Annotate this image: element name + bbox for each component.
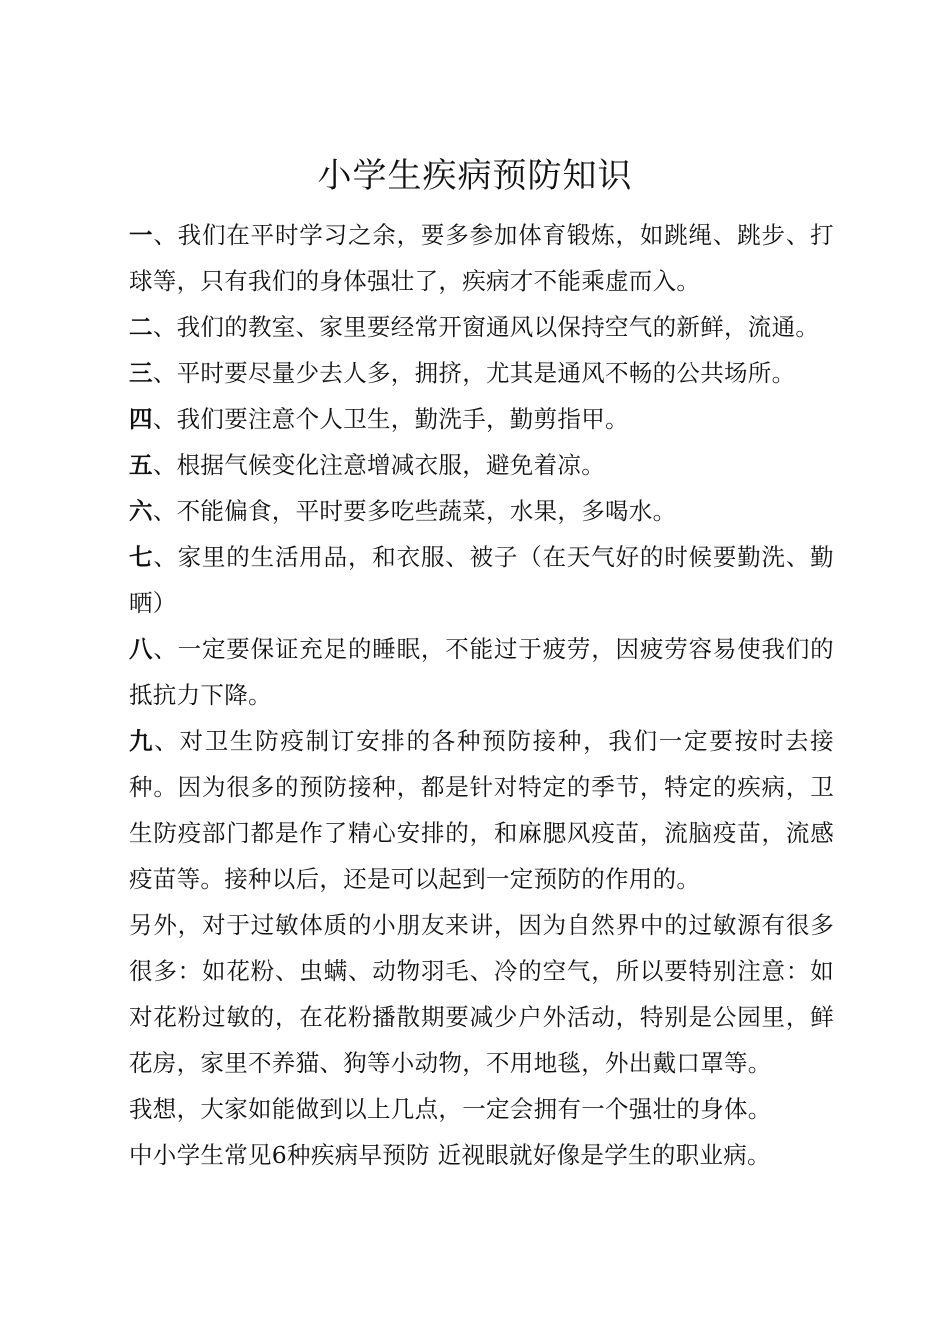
item-text: 、我们的教室、家里要经常开窗通风以保持空气的新鲜，流通。 [152, 313, 820, 341]
extra-paragraph-allergy: 另外，对于过敏体质的小朋友来讲，因为自然界中的过敏源有很多很多：如花粉、虫螨、动物羽毛、冷的空气，所以要特别注意：如对花粉过敏的，在花粉播散期要减少户外活动，特别是公园里，鲜花房，家里不养猫、狗等小动物，不用地毯，外出戴口罩等。 [129, 911, 834, 1077]
item-number: 六 [129, 497, 153, 525]
list-item-1 [129, 212, 834, 304]
item-number: 一 [129, 221, 154, 249]
list-item-8 [129, 626, 834, 718]
item-number: 四 [129, 405, 153, 433]
list-item-6 [129, 488, 834, 534]
item-text: 、家里的生活用品，和衣服、被子（在天气好的时候要勤洗、勤晒） [129, 543, 834, 617]
item-number: 九 [129, 727, 155, 755]
item-number: 三 [129, 359, 153, 387]
item-number: 八 [129, 635, 154, 663]
item-text: 、对卫生防疫制订安排的各种预防接种，我们一定要按时去接种。因为很多的预防接种，都是针对特定的季节，特定的疾病，卫生防疫部门都是作了精心安排的，和麻腮风疫苗，流脑疫苗，流感疫苗等。接种以后，还是可以起到一定预防的作用的。 [129, 727, 834, 893]
list-item-2 [129, 304, 834, 350]
item-number: 二 [129, 313, 153, 341]
item-text: 、我们要注意个人卫生，勤洗手，勤剪指甲。 [152, 405, 629, 433]
extra-paragraph-footer: 中小学生常见6种疾病早预防 近视眼就好像是学生的职业病。 [129, 1141, 771, 1169]
extra-paragraph-conclusion: 我想，大家如能做到以上几点，一定会拥有一个强壮的身体。 [129, 1095, 772, 1123]
item-text: 、根据气候变化注意增减衣服，避免着凉。 [152, 451, 606, 479]
list-item-5 [129, 442, 834, 488]
list-item-7 [129, 534, 834, 626]
item-text: 、平时要尽量少去人多，拥挤，尤其是通风不畅的公共场所。 [152, 359, 796, 387]
item-text: 、我们在平时学习之余，要多参加体育锻炼，如跳绳、跳步、打球等，只有我们的身体强壮了，疾病才不能乘虚而入。 [129, 221, 834, 295]
item-number: 七 [129, 543, 154, 571]
list-item-9 [129, 718, 834, 902]
document-body [129, 212, 834, 1178]
item-number: 五 [129, 451, 153, 479]
item-text: 、不能偏食，平时要多吃些蔬菜，水果，多喝水。 [152, 497, 677, 525]
list-item-3 [129, 350, 834, 396]
item-text: 、一定要保证充足的睡眠，不能过于疲劳，因疲劳容易使我们的抵抗力下降。 [129, 635, 834, 709]
document-title: 小学生疾病预防知识 [317, 156, 633, 196]
list-item-4 [129, 396, 834, 442]
